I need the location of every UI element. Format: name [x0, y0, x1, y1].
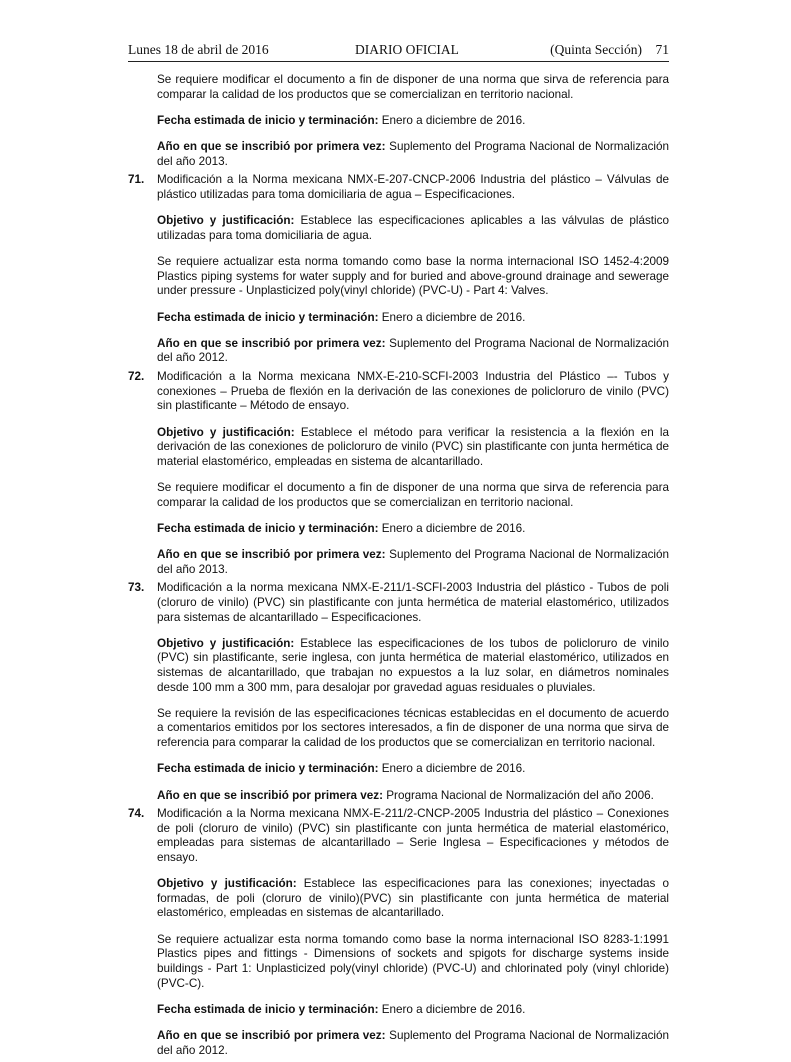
- list-item: [128, 581, 669, 625]
- item-title: Modificación a la Norma mexicana NMX-E-207-CNCP-2006 Industria del plástico – Válvulas de plástico utilizadas para toma domiciliaria de agua – Especificaciones.: [157, 173, 669, 201]
- objetivo-label: Objetivo y justificación:: [157, 214, 295, 228]
- item-objetivo: [128, 214, 669, 243]
- intro-fecha: [128, 114, 669, 129]
- objetivo-label: Objetivo y justificación:: [157, 425, 295, 439]
- anio-label: Año en que se inscribió por primera vez:: [157, 1029, 386, 1043]
- list-item: [128, 370, 669, 414]
- fecha-label: Fecha estimada de inicio y terminación:: [157, 521, 379, 535]
- fecha-value: Enero a diciembre de 2016.: [378, 762, 526, 776]
- item-anio: [128, 789, 669, 804]
- item-fecha: [128, 762, 669, 777]
- anio-label: Año en que se inscribió por primera vez:: [157, 788, 384, 802]
- item-anio: [128, 1029, 669, 1058]
- fecha-value: Enero a diciembre de 2016.: [378, 113, 526, 127]
- item-anio: [128, 548, 669, 577]
- fecha-value: Enero a diciembre de 2016.: [378, 310, 526, 324]
- item-objetivo: [128, 637, 669, 695]
- anio-label: Año en que se inscribió por primera vez:: [157, 336, 386, 350]
- item-fecha: [128, 311, 669, 326]
- item-fecha: [128, 522, 669, 537]
- item-title: Modificación a la norma mexicana NMX-E-211/1-SCFI-2003 Industria del plástico - Tubos de poli (cloruro de vinilo) (PVC) sin plastificante con junta hermética de material elastomérico, utilizados para sistemas de alcantarillado – Especificaciones.: [157, 581, 669, 624]
- item-extra: Se requiere actualizar esta norma tomando como base la norma internacional ISO 8283-1:1991 Plastics pipes and fittings - Dimensions of sockets and spigots for discharge systems inside buildings - Part 1: Unplasticized poly(vinyl chloride) (PVC-U) and chlorinated poly (vinyl chloride) (PVC-C).: [157, 932, 669, 990]
- item-objetivo: [128, 426, 669, 470]
- fecha-value: Enero a diciembre de 2016.: [378, 521, 526, 535]
- fecha-label: Fecha estimada de inicio y terminación:: [157, 1002, 379, 1016]
- header-section: [550, 42, 669, 58]
- item-extra: Se requiere la revisión de las especificaciones técnicas establecidas en el documento de acuerdo a comentarios emitidos por los sectores interesados, a fin de disponer de una norma que sirva de referencia para comparar la calidad de los productos que se comercializan en territorio nacional.: [157, 706, 669, 750]
- item-fecha: [128, 1003, 669, 1018]
- objetivo-value: Establece las especificaciones para las conexiones; inyectadas o formadas, de poli (cloruro de vinilo)(PVC) sin plastificante con junta hermética de material elastomérico, empleadas en sistemas de alcantarillado.: [157, 877, 669, 920]
- fecha-label: Fecha estimada de inicio y terminación:: [157, 762, 379, 776]
- item-title: Modificación a la Norma mexicana NMX-E-211/2-CNCP-2005 Industria del plástico – Conexiones de poli (cloruro de vinilo) (PVC) sin plastificante con junta hermética de material elastomérico, empleadas para sistemas de alcantarillado – Serie Inglesa – Especificaciones y métodos de ensayo.: [157, 807, 669, 864]
- item-extra: Se requiere modificar el documento a fin de disponer de una norma que sirva de referencia para comparar la calidad de los productos que se comercializan en territorio nacional.: [157, 480, 669, 509]
- header-date: Lunes 18 de abril de 2016: [128, 42, 269, 57]
- fecha-label: Fecha estimada de inicio y terminación:: [157, 113, 379, 127]
- anio-value: Suplemento del Programa Nacional de Normalización del año 2012.: [157, 336, 670, 365]
- item-anio: [128, 337, 669, 366]
- anio-label: Año en que se inscribió por primera vez:: [157, 140, 386, 154]
- header-page-number: 71: [655, 42, 669, 57]
- anio-value: Suplemento del Programa Nacional de Normalización del año 2013.: [157, 548, 670, 576]
- item-extra: Se requiere actualizar esta norma tomando como base la norma internacional ISO 1452-4:2009 Plastics piping systems for water supply and for buried and above-ground drainage and sewerage under pressure - Unplasticized poly(vinyl chloride) (PVC-U) - Part 4: Valves.: [157, 255, 669, 298]
- intro-anio: [128, 140, 669, 169]
- list-item: [128, 173, 669, 202]
- document-body: [128, 73, 669, 1062]
- fecha-label: Fecha estimada de inicio y terminación:: [157, 310, 379, 324]
- anio-label: Año en que se inscribió por primera vez:: [157, 548, 386, 562]
- header-title: DIARIO OFICIAL: [355, 42, 459, 57]
- header-rule: [128, 61, 669, 62]
- item-number: 74.: [128, 807, 145, 821]
- objetivo-value: Establece las especificaciones aplicables a las válvulas de plástico utilizadas para toma domiciliaria de agua.: [157, 214, 669, 242]
- anio-value: Suplemento del Programa Nacional de Normalización del año 2012.: [157, 1029, 670, 1057]
- objetivo-label: Objetivo y justificación:: [157, 636, 295, 650]
- item-objetivo: [128, 877, 669, 921]
- item-title: Modificación a la Norma mexicana NMX-E-210-SCFI-2003 Industria del Plástico –- Tubos y conexiones – Prueba de flexión en la derivación de las conexiones de policloruro de vinilo (PVC) sin plastificante – Método de ensayo.: [157, 370, 669, 413]
- item-number: 73.: [128, 581, 145, 595]
- page-header: [128, 42, 669, 60]
- item-number: 72.: [128, 370, 145, 384]
- fecha-value: Enero a diciembre de 2016.: [378, 1002, 526, 1016]
- anio-value: Programa Nacional de Normalización del año 2006.: [383, 788, 654, 802]
- objetivo-value: Establece las especificaciones de los tubos de policloruro de vinilo (PVC) sin plastificante, serie inglesa, con junta hermética de material elastomérico, utilizados en sistemas de alcantarillado, que trabajan no expuestos a la luz solar, en diámetros nominales desde 100 mm a 300 mm, para desalojar por gravedad aguas residuales o pluviales.: [157, 636, 669, 694]
- item-number: 71.: [128, 173, 145, 187]
- header-section-label: (Quinta Sección): [550, 42, 642, 57]
- objetivo-label: Objetivo y justificación:: [157, 877, 297, 891]
- intro-paragraph: Se requiere modificar el documento a fin de disponer de una norma que sirva de referencia para comparar la calidad de los productos que se comercializan en territorio nacional.: [157, 73, 669, 101]
- list-item: [128, 807, 669, 865]
- anio-value: Suplemento del Programa Nacional de Normalización del año 2013.: [157, 140, 670, 168]
- objetivo-value: Establece el método para verificar la resistencia a la flexión en la derivación de las conexiones de policloruro de vinilo (PVC) sin plastificante con junta hermética de material elastomérico, empleadas en sistema de alcantarillado.: [157, 425, 669, 468]
